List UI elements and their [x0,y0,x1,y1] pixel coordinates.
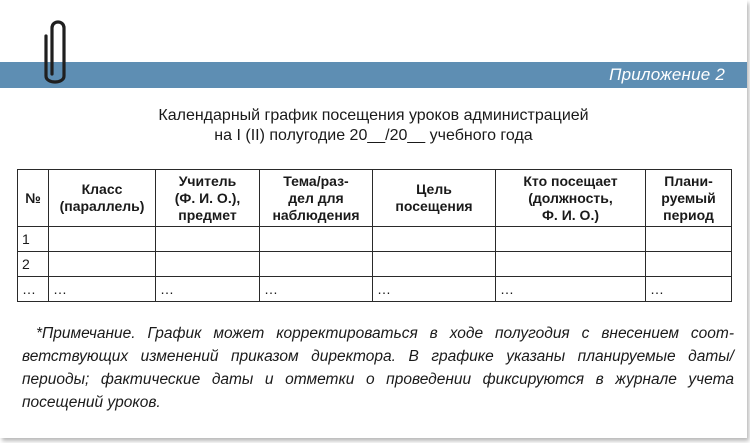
table-body [18,227,732,302]
column-header: Класс (параллель) [49,170,156,227]
column-header: Цель посещения [373,170,496,227]
table-cell: … [18,277,49,302]
column-header: Кто посещает (должность, Ф. И. О.) [496,170,646,227]
column-header: Тема/раз- дел для наблюдения [260,170,373,227]
table-cell [156,252,260,277]
table-cell: … [260,277,373,302]
title-line-2: на I (II) полугодие 20__/20__ учебного года [214,127,533,144]
table-cell: … [49,277,156,302]
schedule-table [17,169,732,302]
header-bar [0,62,747,88]
table-cell: … [156,277,260,302]
paperclip-icon [38,14,78,86]
table-row [18,277,732,302]
table-cell [646,227,732,252]
table-cell [156,227,260,252]
table-cell [646,252,732,277]
table-cell: 2 [18,252,49,277]
table-cell [373,227,496,252]
table-cell [260,227,373,252]
footnote: *Примечание. График может корректироваться в ходе полугодия с внесением соот-ветствующих изменений приказом директора. В графике указаны планируемые даты/периоды; фактические даты и отметки о проведении фиксируются в журнале учета посещений уроков. [22,325,734,411]
title-line-1: Календарный график посещения уроков администрацией [158,107,589,124]
table-cell [496,227,646,252]
table-cell: … [373,277,496,302]
table-header-row [18,170,732,227]
appendix-label: Приложение 2 [609,65,725,84]
table-cell: … [496,277,646,302]
table-row [18,227,732,252]
column-header: Учитель (Ф. И. О.), предмет [156,170,260,227]
table-cell: 1 [18,227,49,252]
column-header: Плани- руемый период [646,170,732,227]
column-header: № [18,170,49,227]
table-cell [49,227,156,252]
table-cell: … [646,277,732,302]
document-title [0,106,747,146]
table-cell [373,252,496,277]
table-cell [260,252,373,277]
table-cell [49,252,156,277]
table-cell [496,252,646,277]
table-row [18,252,732,277]
